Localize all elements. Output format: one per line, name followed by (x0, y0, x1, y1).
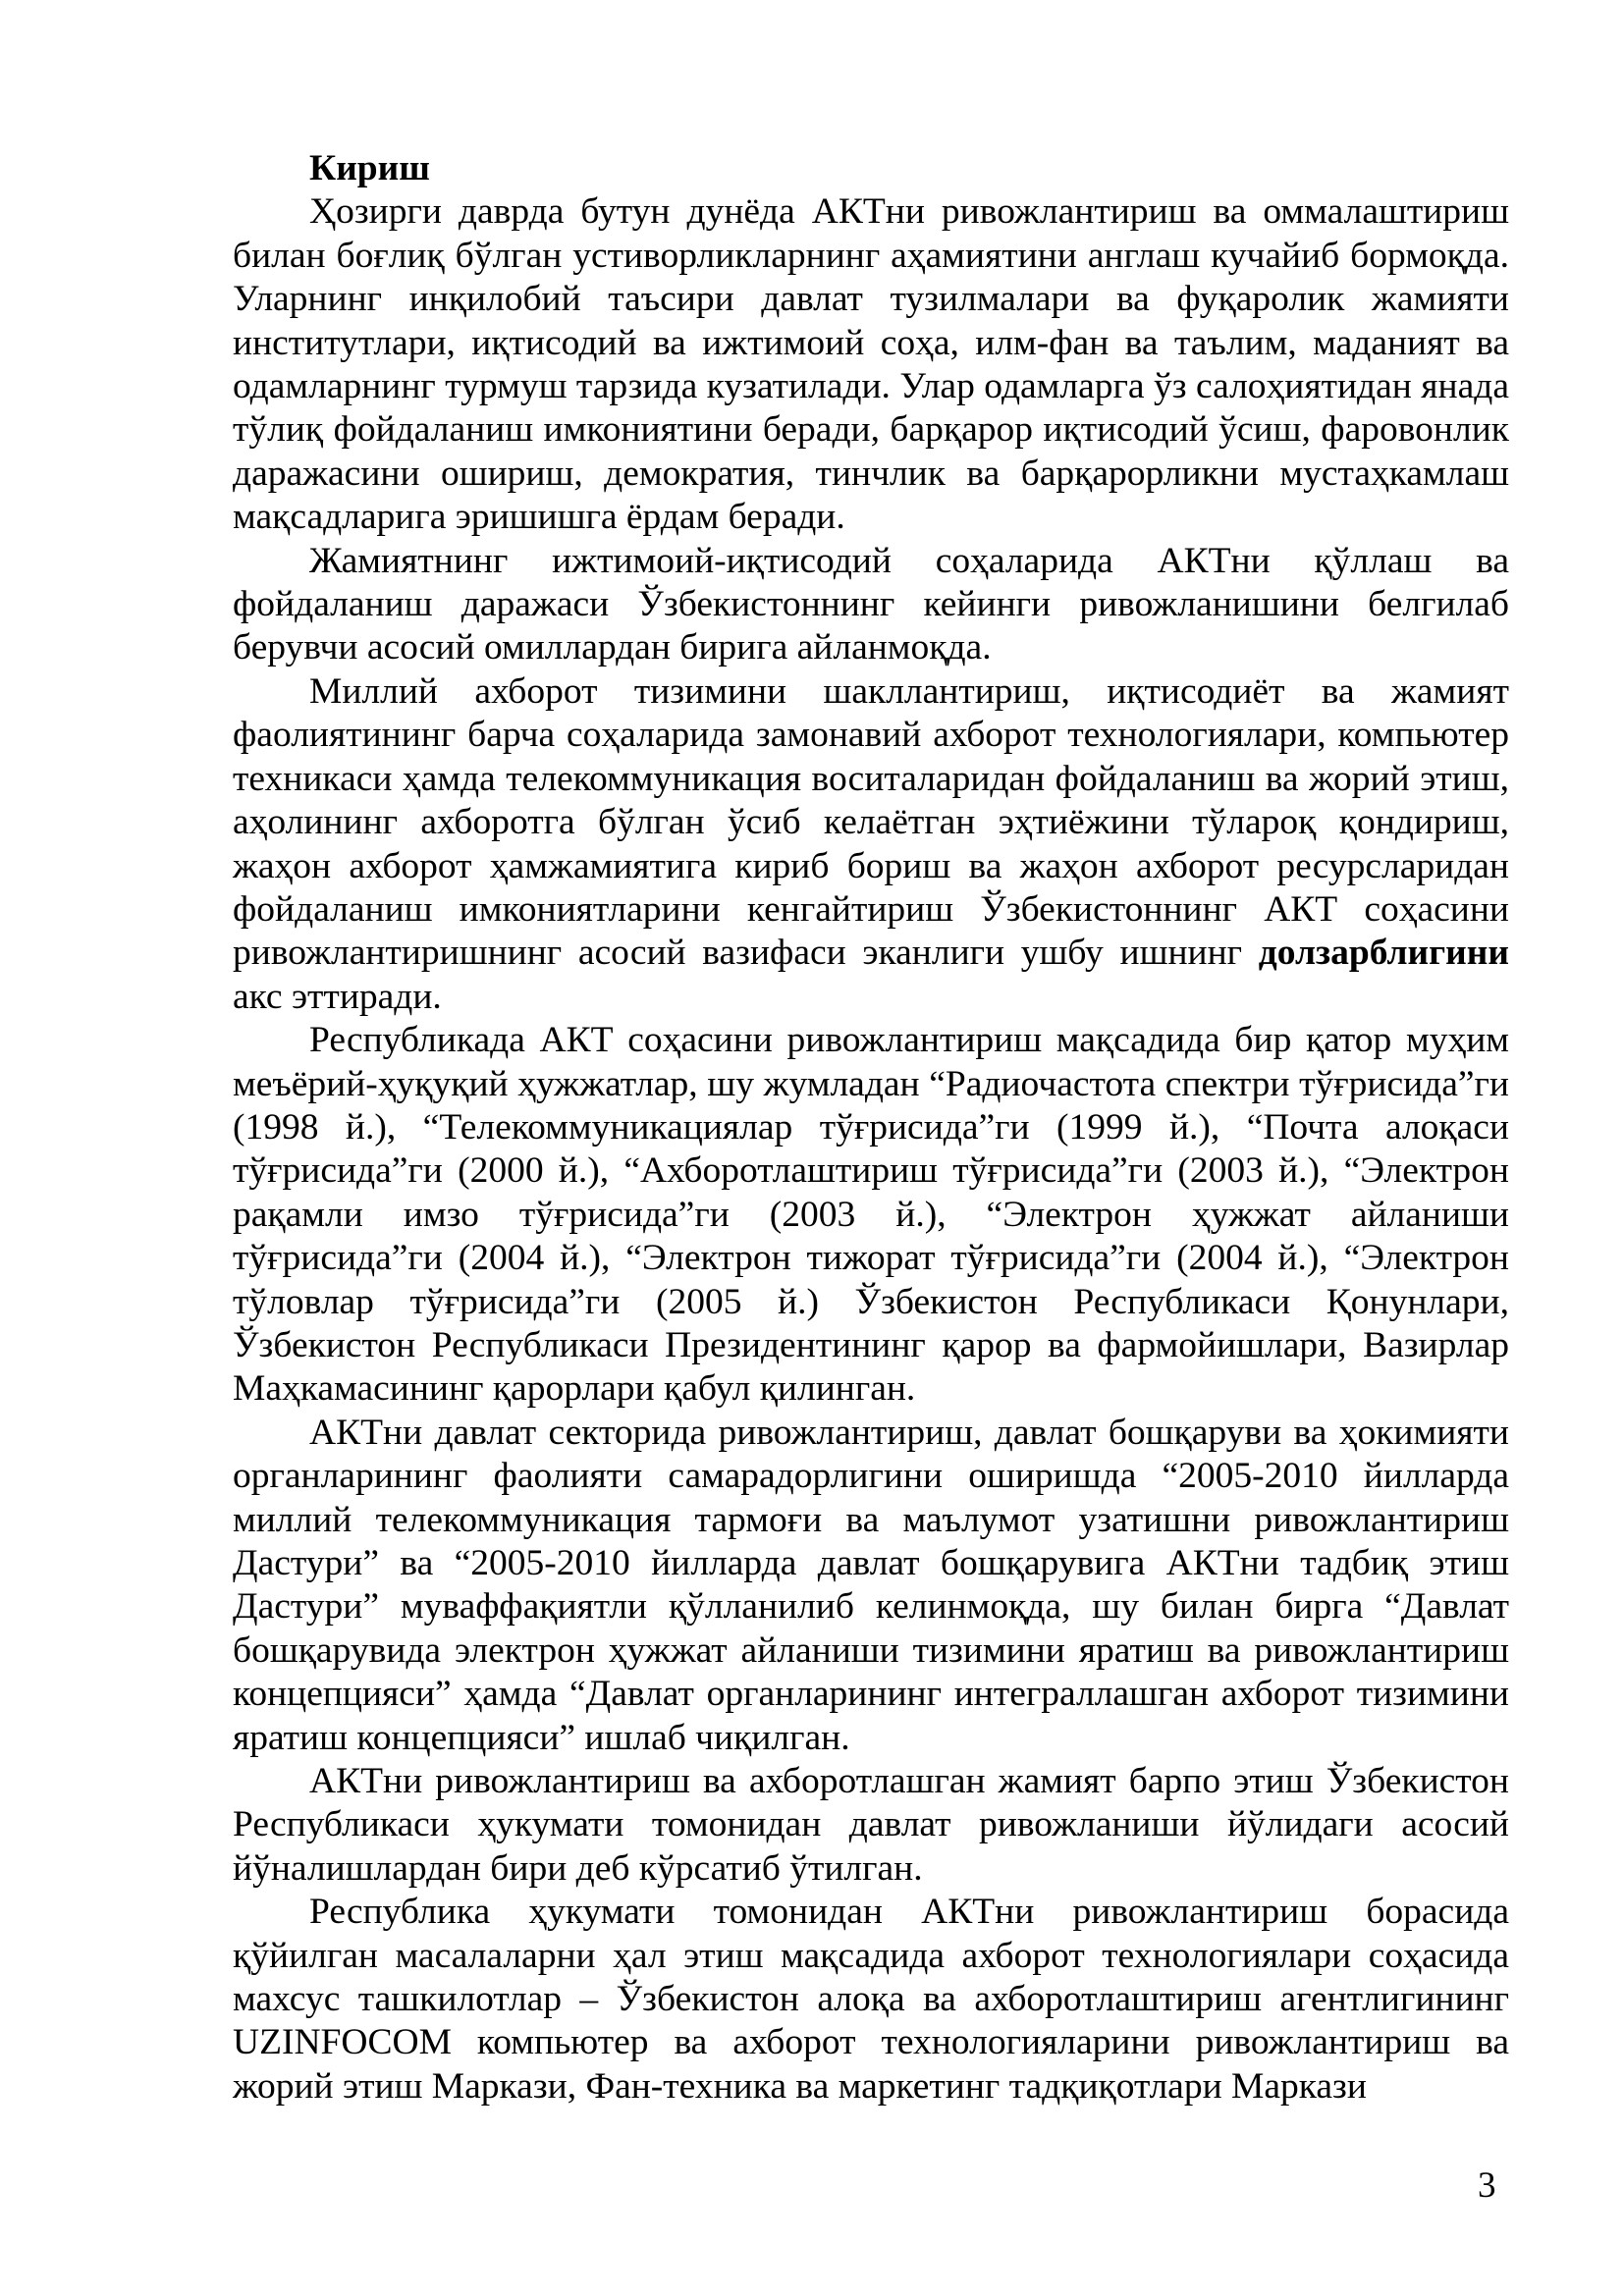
paragraph-5: АКТни давлат секторида ривожлантириш, давлат бошқаруви ва ҳокимияти органларининг фаолияти самарадорлигини оширишда “2005-2010 йилларда миллий телекоммуникация тармоғи ва маълумот узатишни ривожлантириш Дастури” ва “2005-2010 йилларда давлат бошқарувига АКТни тадбиқ этиш Дастури” муваффақиятли қўлланилиб келинмоқда, шу билан бирга “Давлат бошқарувида электрон ҳужжат айланиши тизимини яратиш ва ривожлантириш концепцияси” ҳамда “Давлат органларининг интеграллашган ахборот тизимини яратиш концепцияси” ишлаб чиқилган. (233, 1412, 1509, 1758)
paragraph-7: Республика ҳукумати томонидан АКТни ривожлантириш борасида қўйилган масалаларни ҳал этиш мақсадида ахборот технологиялари соҳасида махсус ташкилотлар – Ўзбекистон алоқа ва ахборотлаштириш агентлигининг UZINFOCOM компьютер ва ахборот технологияларини ривожлантириш ва жорий этиш Маркази, Фан-техника ва маркетинг тадқиқотлари Маркази (233, 1892, 1509, 2107)
paragraph-3-text: Миллий ахборот тизимини шакллантириш, иқтисодиёт ва жамият фаолиятининг барча соҳаларида замонавий ахборот технологиялари, компьютер техникаси ҳамда телекоммуникация воситаларидан фойдаланиш ва жорий этиш, аҳолининг ахборотга бўлган ўсиб келаётган эҳтиёжини тўлароқ қондириш, жаҳон ахборот ҳамжамиятига кириб бориш ва жаҳон ахборот ресурсларидан фойдаланиш имкониятларини кенгайтириш Ўзбекистоннинг АКТ соҳасини ривожлантиришнинг асосий вазифаси эканлиги ушбу ишнинг (233, 670, 1509, 974)
paragraph-3 (233, 670, 1509, 1019)
paragraph-2: Жамиятнинг ижтимоий-иқтисодий соҳаларида АКТни қўллаш ва фойдаланиш даражаси Ўзбекистоннинг кейинги ривожланишини белгилаб берувчи асосий омиллардан бирига айланмоқда. (233, 540, 1509, 668)
section-heading: Кириш (309, 148, 430, 188)
page-number: 3 (1478, 2165, 1496, 2206)
paragraph-3-text-end: акс эттиради. (233, 976, 442, 1017)
document-body (233, 147, 1509, 2109)
paragraph-6: АКТни ривожлантириш ва ахборотлашган жамият барпо этиш Ўзбекистон Республикаси ҳукумати томонидан давлат ривожланиши йўлидаги асосий йўналишлардан бири деб кўрсатиб ўтилган. (233, 1761, 1509, 1889)
paragraph-4: Республикада АКТ соҳасини ривожлантириш мақсадида бир қатор муҳим меъёрий-ҳуқуқий ҳужжатлар, шу жумладан “Радиочастота спектри тўғрисида”ги (1998 й.), “Телекоммуникациялар тўғрисида”ги (1999 й.), “Почта алоқаси тўғрисида”ги (2000 й.), “Ахборотлаштириш тўғрисида”ги (2003 й.), “Электрон рақамли имзо тўғрисида”ги (2003 й.), “Электрон ҳужжат айланиши тўғрисида”ги (2004 й.), “Электрон тижорат тўғрисида”ги (2004 й.), “Электрон тўловлар тўғрисида”ги (2005 й.) Ўзбекистон Республикаси Қонунлари, Ўзбекистон Республикаси Президентининг қарор ва фармойишлари, Вазирлар Маҳкамасининг қарорлари қабул қилинган. (233, 1020, 1509, 1410)
paragraph-1: Ҳозирги даврда бутун дунёда АКТни ривожлантириш ва оммалаштириш билан боғлиқ бўлган устиворликларнинг аҳамиятини англаш кучайиб бормоқда. Уларнинг инқилобий таъсири давлат тузилмалари ва фуқаролик жамияти институтлари, иқтисодий ва ижтимоий соҳа, илм-фан ва таълим, маданият ва одамларнинг турмуш тарзида кузатилади. Улар одамларга ўз салоҳиятидан янада тўлиқ фойдаланиш имкониятини беради, барқарор иқтисодий ўсиш, фаровонлик даражасини ошириш, демократия, тинчлик ва барқарорликни мустаҳкамлаш мақсадларига эришишга ёрдам беради. (233, 191, 1509, 538)
paragraph-3-bold-term: долзарблигини (1258, 933, 1509, 974)
